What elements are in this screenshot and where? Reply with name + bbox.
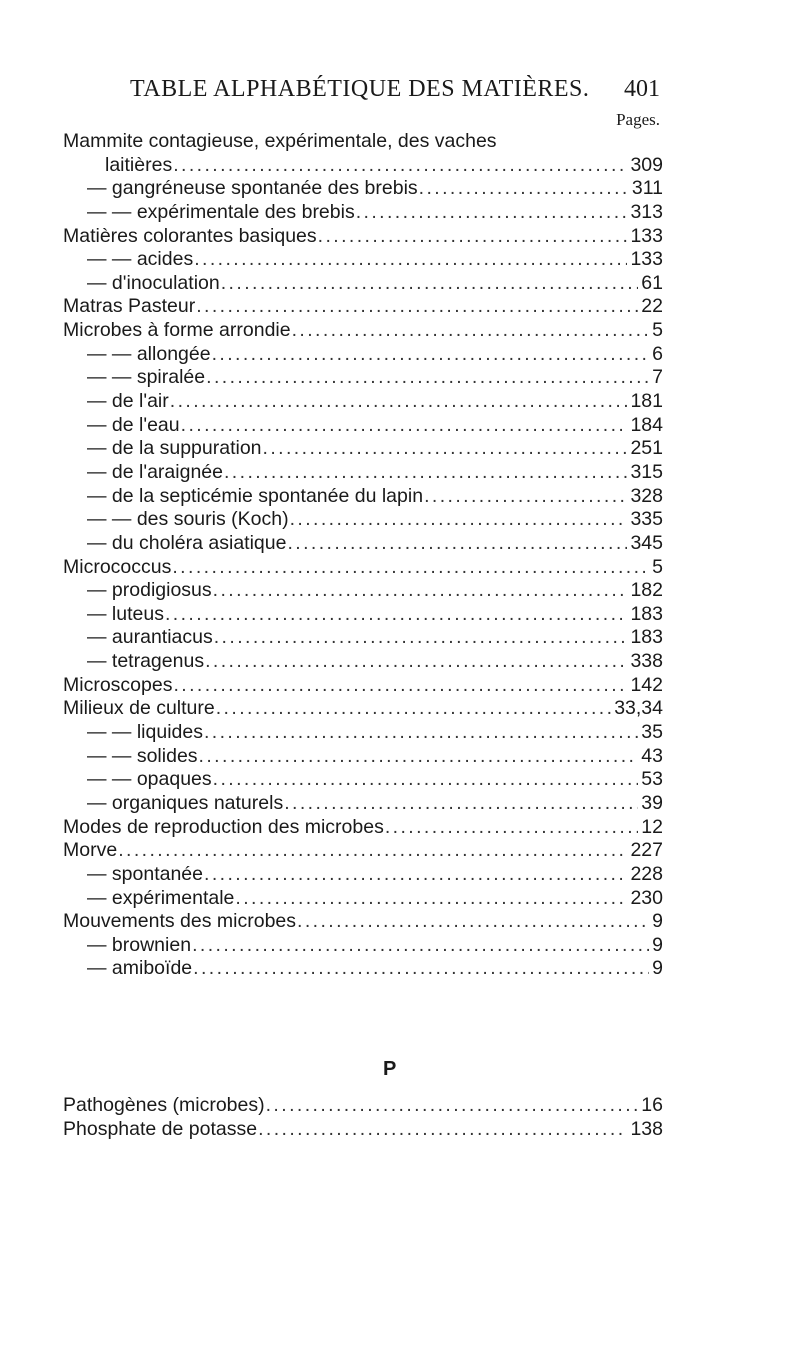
index-entry: [63, 768, 663, 792]
index-entry: [63, 863, 663, 887]
entry-page-number: 230: [630, 886, 663, 909]
entry-label: — — allongée: [87, 342, 211, 365]
entry-page-number: 43: [641, 744, 663, 767]
entry-label: — — opaques: [87, 768, 212, 791]
index-entry: [63, 1094, 663, 1118]
index-entry: [63, 366, 663, 390]
entry-label: Milieux de culture: [63, 697, 215, 720]
header-page-number: 401: [624, 76, 660, 102]
index-entry: [63, 201, 663, 225]
entry-page-number: 183: [630, 602, 663, 625]
dot-leader: [193, 957, 649, 980]
dot-leader: [196, 295, 638, 318]
entry-page-number: 12: [641, 815, 663, 838]
dot-leader: [263, 437, 628, 460]
entry-label: Modes de reproduction des microbes: [63, 815, 384, 838]
entry-page-number: 9: [652, 933, 663, 956]
dot-leader: [204, 863, 627, 886]
index-entry: [63, 934, 663, 958]
entry-label: Microscopes: [63, 673, 173, 696]
index-entry: [63, 248, 663, 272]
entry-page-number: 183: [630, 626, 663, 649]
entry-label: — prodigiosus: [87, 579, 212, 602]
dot-leader: [284, 792, 638, 815]
entry-label: — amiboïde: [87, 957, 193, 980]
entry-page-number: 53: [641, 768, 663, 791]
entry-label: — brownien: [87, 933, 192, 956]
entry-page-number: 6: [652, 342, 663, 365]
dot-leader: [205, 650, 627, 673]
pages-column-label: Pages.: [616, 110, 660, 129]
entry-page-number: 61: [641, 271, 663, 294]
dot-leader: [213, 579, 628, 602]
index-entry: [63, 177, 663, 201]
entry-label: Mouvements des microbes: [63, 910, 297, 933]
dot-leader: [213, 768, 639, 791]
dot-leader: [297, 910, 649, 933]
index-entry: [63, 390, 663, 414]
dot-leader: [212, 343, 650, 366]
entry-page-number: 5: [652, 555, 663, 578]
dot-leader: [292, 319, 650, 342]
entry-label: Matras Pasteur: [63, 295, 196, 318]
dot-leader: [419, 177, 629, 200]
entry-label: Matières colorantes basiques: [63, 224, 317, 247]
index-entry: [63, 887, 663, 911]
index-entry: [63, 674, 663, 698]
dot-leader: [266, 1094, 639, 1117]
entry-label: — — acides: [87, 248, 194, 271]
entry-label: — de l'araignée: [87, 460, 223, 483]
entry-label: Phosphate de potasse: [63, 1117, 258, 1140]
entry-label: — organiques naturels: [87, 791, 284, 814]
entry-label: — — expérimentale des brebis: [87, 200, 355, 223]
entry-label: — de l'eau: [87, 413, 180, 436]
entry-label: — — des souris (Koch): [87, 508, 289, 531]
dot-leader: [287, 532, 627, 555]
dot-leader: [221, 272, 639, 295]
dot-leader: [173, 674, 627, 697]
index-entry: [63, 816, 663, 840]
entry-label: — expérimentale: [87, 886, 235, 909]
entry-label: Mammite contagieuse, expérimentale, des vaches: [63, 130, 497, 152]
index-entry: [63, 343, 663, 367]
index-entry: [63, 461, 663, 485]
index-entry: [63, 579, 663, 603]
index-entry: [63, 556, 663, 580]
index-entry: [63, 957, 663, 981]
entry-label: Pathogènes (microbes): [63, 1094, 265, 1116]
dot-leader: [216, 697, 611, 720]
entry-label: — — spiralée: [87, 366, 206, 389]
index-entry: [63, 650, 663, 674]
index-entry: [63, 532, 663, 556]
dot-leader: [118, 839, 627, 862]
dot-leader: [181, 414, 628, 437]
entry-page-number: 181: [630, 390, 663, 413]
dot-leader: [235, 887, 627, 910]
dot-leader: [258, 1118, 627, 1141]
entry-page-number: 133: [630, 248, 663, 271]
dot-leader: [224, 461, 627, 484]
index-entry: [63, 154, 663, 178]
entry-page-number: 251: [630, 437, 663, 460]
index-entry: [63, 839, 663, 863]
index-entry: [63, 508, 663, 532]
index-entry: [63, 603, 663, 627]
entry-page-number: 133: [630, 224, 663, 247]
entry-page-number: 328: [630, 484, 663, 507]
index-entries-m: [63, 130, 663, 981]
index-entries-p: [63, 1094, 663, 1141]
entry-label: — — solides: [87, 744, 198, 767]
entry-page-number: 184: [630, 413, 663, 436]
section-letter: P: [383, 1058, 397, 1080]
entry-page-number: 16: [641, 1094, 663, 1116]
entry-page-number: 35: [641, 721, 663, 744]
dot-leader: [290, 508, 628, 531]
index-entry: [63, 910, 663, 934]
entry-label: Morve: [63, 839, 118, 862]
entry-page-number: 9: [652, 957, 663, 980]
dot-leader: [199, 745, 639, 768]
dot-leader: [192, 934, 649, 957]
dot-leader: [318, 225, 628, 248]
entry-label: — du choléra asiatique: [87, 531, 287, 554]
header-title: TABLE ALPHABÉTIQUE DES MATIÈRES.: [130, 76, 590, 102]
entry-page-number: 5: [652, 319, 663, 342]
entry-page-number: 313: [630, 200, 663, 223]
entry-page-number: 227: [630, 839, 663, 862]
index-entry: [63, 225, 663, 249]
entry-page-number: 7: [652, 366, 663, 389]
dot-leader: [385, 816, 638, 839]
dot-leader: [356, 201, 628, 224]
dot-leader: [170, 390, 628, 413]
running-header: [130, 76, 660, 106]
dot-leader: [194, 248, 627, 271]
entry-page-number: 138: [630, 1117, 663, 1140]
entry-label: — de la suppuration: [87, 437, 262, 460]
entry-label: — aurantiacus: [87, 626, 213, 649]
entry-page-number: 315: [630, 460, 663, 483]
entry-page-number: 142: [630, 673, 663, 696]
entry-label: Microbes à forme arrondie: [63, 319, 291, 342]
entry-label: — gangréneuse spontanée des brebis: [87, 177, 418, 200]
entry-label: Micrococcus: [63, 555, 172, 578]
index-entry: [63, 319, 663, 343]
dot-leader: [172, 556, 649, 579]
entry-label: — — liquides: [87, 721, 203, 744]
index-entry: [63, 697, 663, 721]
entry-page-number: 9: [652, 910, 663, 933]
index-entry: [63, 414, 663, 438]
entry-page-number: 345: [630, 531, 663, 554]
entry-page-number: 39: [641, 791, 663, 814]
entry-label: — spontanée: [87, 862, 204, 885]
index-entry: [63, 792, 663, 816]
entry-label: — tetragenus: [87, 650, 205, 673]
index-entry: [63, 745, 663, 769]
index-entry: [63, 295, 663, 319]
dot-leader: [173, 154, 627, 177]
dot-leader: [424, 485, 627, 508]
entry-label: — de la septicémie spontanée du lapin: [87, 484, 424, 507]
index-entry: [63, 626, 663, 650]
entry-page-number: 311: [631, 177, 663, 200]
index-entry: [63, 721, 663, 745]
dot-leader: [206, 366, 649, 389]
entry-page-number: 309: [630, 153, 663, 176]
index-entry: [63, 272, 663, 296]
index-entry: [63, 130, 663, 154]
dot-leader: [165, 603, 628, 626]
entry-label: — d'inoculation: [87, 271, 220, 294]
entry-label: — luteus: [87, 602, 164, 625]
index-entry: [63, 485, 663, 509]
dot-leader: [204, 721, 638, 744]
index-entry: [63, 1118, 663, 1142]
entry-page-number: 182: [630, 579, 663, 602]
dot-leader: [214, 626, 628, 649]
entry-page-number: 33,34: [614, 697, 663, 720]
entry-page-number: 22: [641, 295, 663, 318]
entry-page-number: 338: [630, 650, 663, 673]
entry-page-number: 335: [630, 508, 663, 531]
entry-label: — de l'air: [87, 390, 169, 413]
entry-page-number: 228: [630, 862, 663, 885]
index-entry: [63, 437, 663, 461]
entry-label: laitières: [105, 153, 173, 176]
